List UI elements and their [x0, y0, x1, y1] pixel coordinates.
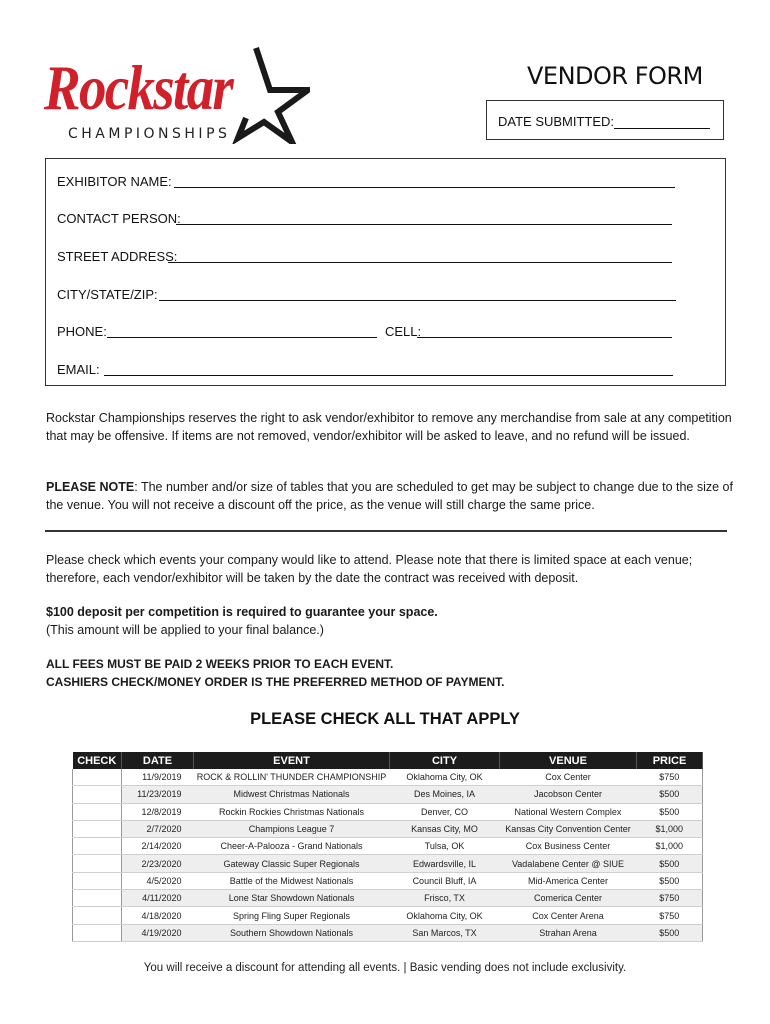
header-city: CITY — [390, 752, 500, 769]
form-title: VENDOR FORM — [527, 62, 703, 90]
header-date: DATE — [122, 752, 194, 769]
cell-label: CELL: — [385, 324, 422, 339]
event-price: $1,000 — [637, 820, 703, 837]
event-name: Cheer-A-Palooza - Grand Nationals — [194, 838, 390, 855]
event-checkbox[interactable] — [73, 820, 122, 837]
event-checkbox[interactable] — [73, 907, 122, 924]
event-city: Oklahoma City, OK — [390, 769, 500, 786]
vendor-info-box — [45, 158, 726, 386]
city-state-zip-label: CITY/STATE/ZIP: — [57, 287, 158, 302]
event-city: Des Moines, IA — [390, 786, 500, 803]
event-checkbox[interactable] — [73, 872, 122, 889]
event-date: 4/5/2020 — [122, 872, 194, 889]
event-selection-text: Please check which events your company would like to attend. Please note that there is limited space at each venue; therefore, each vendor/exhibitor will be taken by the date the contract was received with deposit. — [46, 553, 693, 585]
event-name: Gateway Classic Super Regionals — [194, 855, 390, 872]
event-price: $500 — [637, 786, 703, 803]
deposit-requirement-text: $100 deposit per competition is required to guarantee your space. — [46, 605, 438, 619]
event-venue: Comerica Center — [500, 890, 637, 907]
cell-field[interactable] — [417, 337, 672, 338]
contact-person-field[interactable] — [176, 224, 672, 225]
table-row — [73, 890, 703, 907]
header-check: CHECK — [73, 752, 122, 769]
event-city: San Marcos, TX — [390, 924, 500, 941]
event-date: 4/18/2020 — [122, 907, 194, 924]
events-table — [72, 752, 703, 942]
event-venue: Mid-America Center — [500, 872, 637, 889]
table-row — [73, 924, 703, 941]
table-row — [73, 855, 703, 872]
event-checkbox[interactable] — [73, 855, 122, 872]
event-name: Rockin Rockies Christmas Nationals — [194, 803, 390, 820]
phone-field[interactable] — [107, 337, 377, 338]
event-price: $750 — [637, 769, 703, 786]
event-venue: Jacobson Center — [500, 786, 637, 803]
event-date: 4/19/2020 — [122, 924, 194, 941]
event-city: Oklahoma City, OK — [390, 907, 500, 924]
event-date: 11/9/2019 — [122, 769, 194, 786]
street-address-field[interactable] — [168, 262, 672, 263]
event-venue: Cox Center Arena — [500, 907, 637, 924]
logo-wordmark: Rockstar — [44, 52, 233, 123]
exhibitor-name-label: EXHIBITOR NAME: — [57, 174, 172, 189]
email-field[interactable] — [104, 375, 673, 376]
date-submitted-label: DATE SUBMITTED: — [498, 114, 615, 129]
please-note-body: : The number and/or size of tables that you are scheduled to get may be subject to change due to the size of the venue. You will not receive a discount off the price, as the venue will still charge the same price. — [46, 480, 733, 512]
date-submitted-field[interactable] — [614, 128, 710, 129]
event-date: 11/23/2019 — [122, 786, 194, 803]
event-price: $1,000 — [637, 838, 703, 855]
event-venue: Cox Business Center — [500, 838, 637, 855]
event-city: Denver, CO — [390, 803, 500, 820]
event-checkbox[interactable] — [73, 786, 122, 803]
table-row — [73, 769, 703, 786]
table-row — [73, 803, 703, 820]
please-note-label: PLEASE NOTE — [46, 480, 135, 494]
table-row — [73, 820, 703, 837]
event-city: Tulsa, OK — [390, 838, 500, 855]
event-price: $500 — [637, 872, 703, 889]
event-name: Champions League 7 — [194, 820, 390, 837]
event-date: 2/23/2020 — [122, 855, 194, 872]
event-checkbox[interactable] — [73, 769, 122, 786]
deposit-note-text: (This amount will be applied to your final balance.) — [46, 623, 324, 637]
event-city: Edwardsville, IL — [390, 855, 500, 872]
exhibitor-name-field[interactable] — [174, 187, 675, 188]
event-city: Kansas City, MO — [390, 820, 500, 837]
event-name: Southern Showdown Nationals — [194, 924, 390, 941]
footer-note: You will receive a discount for attending all events. | Basic vending does not include exclusivity. — [143, 962, 627, 974]
fees-deadline-text: ALL FEES MUST BE PAID 2 WEEKS PRIOR TO EACH EVENT. — [46, 657, 394, 671]
event-date: 12/8/2019 — [122, 803, 194, 820]
header-price: PRICE — [637, 752, 703, 769]
event-checkbox[interactable] — [73, 890, 122, 907]
event-price: $750 — [637, 907, 703, 924]
event-city: Frisco, TX — [390, 890, 500, 907]
contact-person-label: CONTACT PERSON: — [57, 211, 181, 226]
event-name: ROCK & ROLLIN' THUNDER CHAMPIONSHIP — [194, 769, 390, 786]
event-checkbox[interactable] — [73, 838, 122, 855]
event-venue: National Western Complex — [500, 803, 637, 820]
event-date: 2/14/2020 — [122, 838, 194, 855]
event-price: $500 — [637, 924, 703, 941]
table-row — [73, 786, 703, 803]
event-city: Council Bluff, IA — [390, 872, 500, 889]
logo-subtitle: CHAMPIONSHIPS — [68, 126, 231, 142]
city-state-zip-field[interactable] — [159, 300, 676, 301]
header-event: EVENT — [194, 752, 390, 769]
event-date: 2/7/2020 — [122, 820, 194, 837]
event-venue: Kansas City Convention Center — [500, 820, 637, 837]
merchandise-policy-text: Rockstar Championships reserves the right to ask vendor/exhibitor to remove any merchandise from sale at any competition that may be offensive. If items are not removed, vendor/exhibitor will be asked to leave, and no refund will be issued. — [46, 411, 732, 443]
payment-method-text: CASHIERS CHECK/MONEY ORDER IS THE PREFERRED METHOD OF PAYMENT. — [46, 675, 505, 689]
table-row — [73, 872, 703, 889]
phone-label: PHONE: — [57, 324, 107, 339]
email-label: EMAIL: — [57, 362, 100, 377]
event-venue: Cox Center — [500, 769, 637, 786]
event-price: $500 — [637, 855, 703, 872]
check-all-title: PLEASE CHECK ALL THAT APPLY — [250, 710, 520, 728]
event-name: Lone Star Showdown Nationals — [194, 890, 390, 907]
event-name: Midwest Christmas Nationals — [194, 786, 390, 803]
event-date: 4/11/2020 — [122, 890, 194, 907]
event-price: $750 — [637, 890, 703, 907]
header-venue: VENUE — [500, 752, 637, 769]
event-price: $500 — [637, 803, 703, 820]
street-address-label: STREET ADDRESS: — [57, 249, 178, 264]
please-note-paragraph — [46, 479, 736, 514]
event-venue: Strahan Arena — [500, 924, 637, 941]
table-header-row — [73, 752, 703, 769]
event-name: Battle of the Midwest Nationals — [194, 872, 390, 889]
event-venue: Vadalabene Center @ SIUE — [500, 855, 637, 872]
section-divider — [45, 530, 727, 532]
event-checkbox[interactable] — [73, 924, 122, 941]
event-name: Spring Fling Super Regionals — [194, 907, 390, 924]
event-checkbox[interactable] — [73, 803, 122, 820]
table-row — [73, 838, 703, 855]
star-outline-icon — [226, 46, 310, 144]
table-row — [73, 907, 703, 924]
